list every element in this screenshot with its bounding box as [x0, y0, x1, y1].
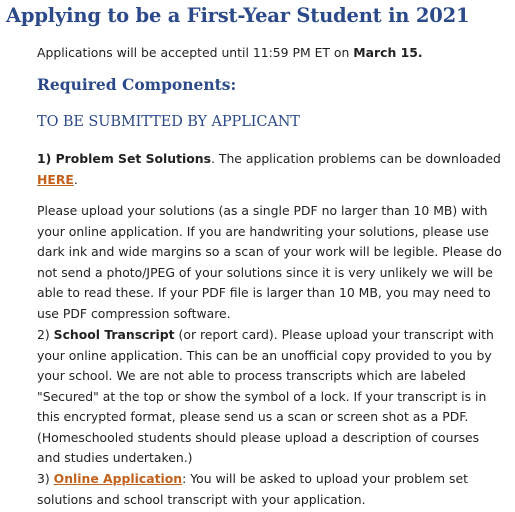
online-application-section: [37, 469, 503, 510]
transcript-text: (or report card). Please upload your transcript with your online application. This can be an unofficial copy provided to you by your school. We are not able to process transcripts which are labeled "Secured" at the top or show the symbol of a lock. If your transcript is in this encrypted format, please send us a scan or screen shot as a PDF. (Homeschooled students should please upload a description of courses and studies undertaken.): [37, 327, 494, 465]
deadline-text: Applications will be accepted until 11:59 PM ET on: [37, 45, 354, 60]
transcript-title: School Transcript: [53, 327, 175, 342]
problem-set-title: 1) Problem Set Solutions: [37, 151, 211, 166]
problem-set-section: [37, 149, 503, 190]
transcript-section: [37, 325, 503, 469]
online-application-text: : You will be asked to upload your problem set solutions and school transcript with your application.: [37, 471, 468, 507]
application-deadline: [37, 43, 423, 64]
download-problems-link[interactable]: HERE: [37, 171, 74, 187]
problem-set-period: .: [73, 171, 78, 187]
deadline-date: March 15.: [353, 45, 423, 60]
online-application-number: 3): [37, 471, 54, 486]
online-application-link[interactable]: Online Application: [53, 471, 183, 486]
required-components-heading: Required Components:: [37, 75, 237, 94]
upload-instructions: Please upload your solutions (as a single PDF no larger than 10 MB) with your online application. If you are handwriting your solutions, please use dark ink and wide margins so a scan of your work will be legible. Please do not send a photo/JPEG of your solutions since it is very unlikely we will be able to read these. If your PDF file is larger than 10 MB, you may need to use PDF compression software.: [37, 203, 502, 321]
transcript-number: 2): [37, 327, 54, 342]
submitted-by-applicant-heading: TO BE SUBMITTED BY APPLICANT: [37, 114, 300, 130]
page-title: Applying to be a First-Year Student in 2021: [6, 4, 470, 27]
problem-set-text: . The application problems can be downloaded: [211, 151, 501, 166]
